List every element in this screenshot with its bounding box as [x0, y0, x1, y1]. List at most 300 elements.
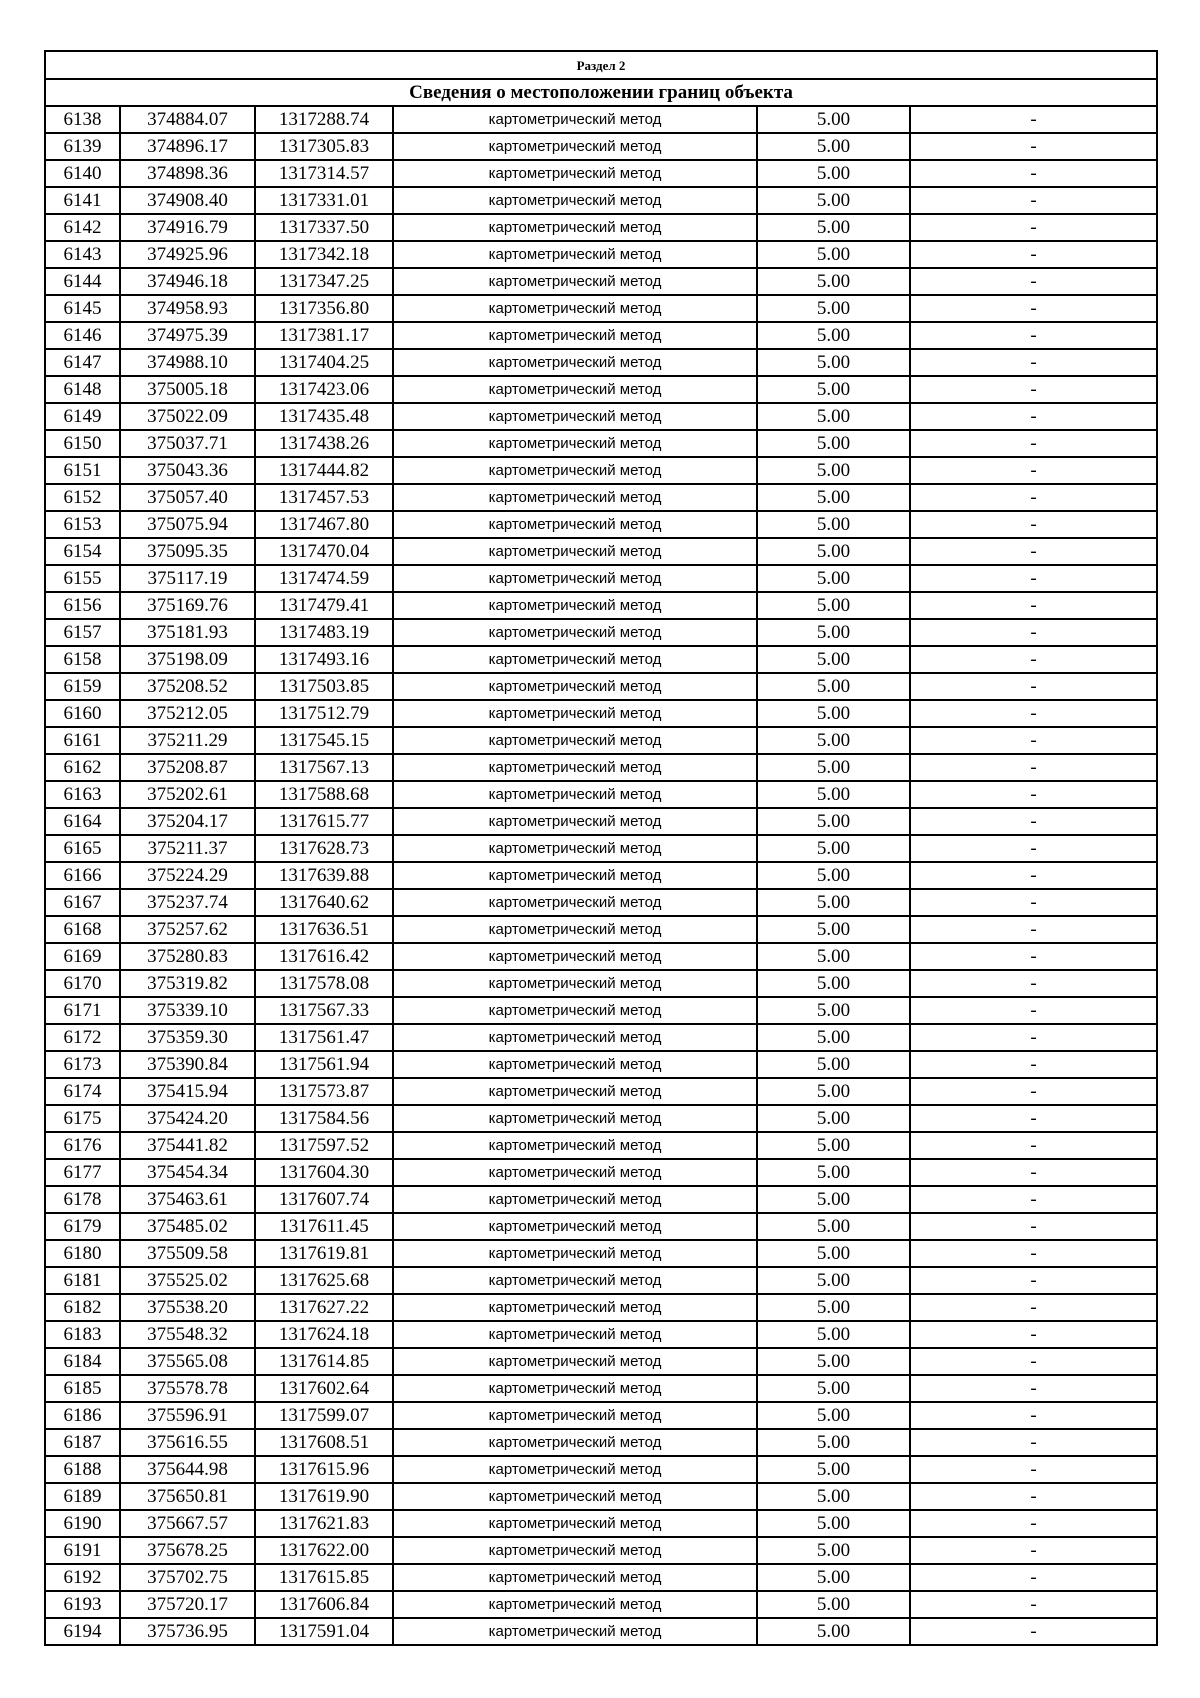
description-cell: -: [910, 1132, 1157, 1159]
y-coordinate-cell: 1317622.00: [255, 1537, 393, 1564]
y-coordinate-cell: 1317404.25: [255, 349, 393, 376]
x-coordinate-cell: 375463.61: [120, 1186, 255, 1213]
x-coordinate-cell: 375720.17: [120, 1591, 255, 1618]
description-cell: -: [910, 997, 1157, 1024]
x-coordinate-cell: 374988.10: [120, 349, 255, 376]
point-number-cell: 6144: [45, 268, 120, 295]
point-number-cell: 6138: [45, 106, 120, 133]
x-coordinate-cell: 374958.93: [120, 295, 255, 322]
point-number-cell: 6188: [45, 1456, 120, 1483]
accuracy-cell: 5.00: [757, 781, 910, 808]
method-cell: картометрический метод: [393, 268, 757, 295]
x-coordinate-cell: 375441.82: [120, 1132, 255, 1159]
description-cell: -: [910, 862, 1157, 889]
accuracy-cell: 5.00: [757, 1321, 910, 1348]
y-coordinate-cell: 1317619.81: [255, 1240, 393, 1267]
point-number-cell: 6173: [45, 1051, 120, 1078]
accuracy-cell: 5.00: [757, 565, 910, 592]
x-coordinate-cell: 375650.81: [120, 1483, 255, 1510]
description-cell: -: [910, 1591, 1157, 1618]
method-cell: картометрический метод: [393, 916, 757, 943]
point-number-cell: 6194: [45, 1618, 120, 1645]
point-number-cell: 6180: [45, 1240, 120, 1267]
description-cell: -: [910, 754, 1157, 781]
description-cell: -: [910, 1078, 1157, 1105]
description-cell: -: [910, 1564, 1157, 1591]
x-coordinate-cell: 375005.18: [120, 376, 255, 403]
method-cell: картометрический метод: [393, 241, 757, 268]
description-cell: -: [910, 214, 1157, 241]
table-row: [45, 1267, 1157, 1294]
table-row: [45, 619, 1157, 646]
method-cell: картометрический метод: [393, 1564, 757, 1591]
x-coordinate-cell: 375485.02: [120, 1213, 255, 1240]
section-label-row: [45, 51, 1157, 79]
x-coordinate-cell: 375022.09: [120, 403, 255, 430]
description-cell: -: [910, 1618, 1157, 1645]
table-row: [45, 295, 1157, 322]
description-cell: -: [910, 673, 1157, 700]
table-row: [45, 646, 1157, 673]
y-coordinate-cell: 1317616.42: [255, 943, 393, 970]
description-cell: -: [910, 322, 1157, 349]
description-cell: -: [910, 1456, 1157, 1483]
x-coordinate-cell: 375667.57: [120, 1510, 255, 1537]
accuracy-cell: 5.00: [757, 133, 910, 160]
point-number-cell: 6175: [45, 1105, 120, 1132]
x-coordinate-cell: 374898.36: [120, 160, 255, 187]
description-cell: -: [910, 1159, 1157, 1186]
description-cell: -: [910, 808, 1157, 835]
point-number-cell: 6169: [45, 943, 120, 970]
table-row: [45, 1240, 1157, 1267]
point-number-cell: 6192: [45, 1564, 120, 1591]
y-coordinate-cell: 1317567.33: [255, 997, 393, 1024]
description-cell: -: [910, 511, 1157, 538]
x-coordinate-cell: 375359.30: [120, 1024, 255, 1051]
y-coordinate-cell: 1317597.52: [255, 1132, 393, 1159]
point-number-cell: 6176: [45, 1132, 120, 1159]
point-number-cell: 6174: [45, 1078, 120, 1105]
accuracy-cell: 5.00: [757, 187, 910, 214]
method-cell: картометрический метод: [393, 700, 757, 727]
y-coordinate-cell: 1317423.06: [255, 376, 393, 403]
y-coordinate-cell: 1317381.17: [255, 322, 393, 349]
method-cell: картометрический метод: [393, 646, 757, 673]
table-row: [45, 187, 1157, 214]
y-coordinate-cell: 1317545.15: [255, 727, 393, 754]
x-coordinate-cell: 375224.29: [120, 862, 255, 889]
description-cell: -: [910, 1483, 1157, 1510]
point-number-cell: 6161: [45, 727, 120, 754]
method-cell: картометрический метод: [393, 970, 757, 997]
description-cell: -: [910, 619, 1157, 646]
accuracy-cell: 5.00: [757, 1159, 910, 1186]
table-row: [45, 403, 1157, 430]
accuracy-cell: 5.00: [757, 862, 910, 889]
accuracy-cell: 5.00: [757, 511, 910, 538]
method-cell: картометрический метод: [393, 619, 757, 646]
table-row: [45, 349, 1157, 376]
y-coordinate-cell: 1317588.68: [255, 781, 393, 808]
table-row: [45, 1402, 1157, 1429]
method-cell: картометрический метод: [393, 538, 757, 565]
description-cell: -: [910, 970, 1157, 997]
x-coordinate-cell: 375596.91: [120, 1402, 255, 1429]
accuracy-cell: 5.00: [757, 403, 910, 430]
method-cell: картометрический метод: [393, 1456, 757, 1483]
x-coordinate-cell: 375538.20: [120, 1294, 255, 1321]
accuracy-cell: 5.00: [757, 106, 910, 133]
description-cell: -: [910, 1186, 1157, 1213]
y-coordinate-cell: 1317625.68: [255, 1267, 393, 1294]
y-coordinate-cell: 1317627.22: [255, 1294, 393, 1321]
point-number-cell: 6167: [45, 889, 120, 916]
table-row: [45, 1348, 1157, 1375]
accuracy-cell: 5.00: [757, 1564, 910, 1591]
method-cell: картометрический метод: [393, 1159, 757, 1186]
table-row: [45, 781, 1157, 808]
description-cell: -: [910, 1510, 1157, 1537]
table-row: [45, 754, 1157, 781]
y-coordinate-cell: 1317347.25: [255, 268, 393, 295]
accuracy-cell: 5.00: [757, 727, 910, 754]
table-row: [45, 1024, 1157, 1051]
x-coordinate-cell: 375211.29: [120, 727, 255, 754]
point-number-cell: 6166: [45, 862, 120, 889]
accuracy-cell: 5.00: [757, 1078, 910, 1105]
x-coordinate-cell: 375280.83: [120, 943, 255, 970]
method-cell: картометрический метод: [393, 943, 757, 970]
point-number-cell: 6179: [45, 1213, 120, 1240]
method-cell: картометрический метод: [393, 349, 757, 376]
description-cell: -: [910, 241, 1157, 268]
description-cell: -: [910, 1294, 1157, 1321]
accuracy-cell: 5.00: [757, 1402, 910, 1429]
method-cell: картометрический метод: [393, 1618, 757, 1645]
accuracy-cell: 5.00: [757, 484, 910, 511]
accuracy-cell: 5.00: [757, 1024, 910, 1051]
description-cell: -: [910, 1321, 1157, 1348]
x-coordinate-cell: 375037.71: [120, 430, 255, 457]
accuracy-cell: 5.00: [757, 1105, 910, 1132]
table-row: [45, 430, 1157, 457]
method-cell: картометрический метод: [393, 1294, 757, 1321]
table-row: [45, 1483, 1157, 1510]
description-cell: -: [910, 403, 1157, 430]
description-cell: -: [910, 835, 1157, 862]
x-coordinate-cell: 375095.35: [120, 538, 255, 565]
y-coordinate-cell: 1317305.83: [255, 133, 393, 160]
method-cell: картометрический метод: [393, 781, 757, 808]
point-number-cell: 6152: [45, 484, 120, 511]
y-coordinate-cell: 1317636.51: [255, 916, 393, 943]
method-cell: картометрический метод: [393, 1402, 757, 1429]
description-cell: -: [910, 1024, 1157, 1051]
accuracy-cell: 5.00: [757, 1348, 910, 1375]
point-number-cell: 6154: [45, 538, 120, 565]
method-cell: картометрический метод: [393, 322, 757, 349]
accuracy-cell: 5.00: [757, 997, 910, 1024]
y-coordinate-cell: 1317615.77: [255, 808, 393, 835]
point-number-cell: 6190: [45, 1510, 120, 1537]
description-cell: -: [910, 565, 1157, 592]
accuracy-cell: 5.00: [757, 700, 910, 727]
description-cell: -: [910, 1402, 1157, 1429]
y-coordinate-cell: 1317578.08: [255, 970, 393, 997]
accuracy-cell: 5.00: [757, 889, 910, 916]
description-cell: -: [910, 1267, 1157, 1294]
x-coordinate-cell: 375043.36: [120, 457, 255, 484]
method-cell: картометрический метод: [393, 376, 757, 403]
x-coordinate-cell: 375339.10: [120, 997, 255, 1024]
accuracy-cell: 5.00: [757, 322, 910, 349]
table-row: [45, 1537, 1157, 1564]
y-coordinate-cell: 1317457.53: [255, 484, 393, 511]
point-number-cell: 6189: [45, 1483, 120, 1510]
method-cell: картометрический метод: [393, 889, 757, 916]
method-cell: картометрический метод: [393, 133, 757, 160]
method-cell: картометрический метод: [393, 1078, 757, 1105]
accuracy-cell: 5.00: [757, 592, 910, 619]
x-coordinate-cell: 375208.52: [120, 673, 255, 700]
description-cell: -: [910, 1375, 1157, 1402]
x-coordinate-cell: 375548.32: [120, 1321, 255, 1348]
table-row: [45, 727, 1157, 754]
x-coordinate-cell: 374896.17: [120, 133, 255, 160]
accuracy-cell: 5.00: [757, 808, 910, 835]
table-row: [45, 592, 1157, 619]
x-coordinate-cell: 374925.96: [120, 241, 255, 268]
table-row: [45, 106, 1157, 133]
description-cell: -: [910, 592, 1157, 619]
x-coordinate-cell: 375208.87: [120, 754, 255, 781]
y-coordinate-cell: 1317438.26: [255, 430, 393, 457]
y-coordinate-cell: 1317561.94: [255, 1051, 393, 1078]
point-number-cell: 6156: [45, 592, 120, 619]
y-coordinate-cell: 1317614.85: [255, 1348, 393, 1375]
section-label: Раздел 2: [45, 51, 1157, 79]
boundary-coordinates-table: [44, 50, 1158, 1646]
method-cell: картометрический метод: [393, 727, 757, 754]
x-coordinate-cell: 375678.25: [120, 1537, 255, 1564]
y-coordinate-cell: 1317640.62: [255, 889, 393, 916]
description-cell: -: [910, 295, 1157, 322]
table-row: [45, 862, 1157, 889]
method-cell: картометрический метод: [393, 187, 757, 214]
point-number-cell: 6168: [45, 916, 120, 943]
table-row: [45, 511, 1157, 538]
point-number-cell: 6141: [45, 187, 120, 214]
table-row: [45, 1456, 1157, 1483]
method-cell: картометрический метод: [393, 1348, 757, 1375]
accuracy-cell: 5.00: [757, 1213, 910, 1240]
table-row: [45, 484, 1157, 511]
point-number-cell: 6177: [45, 1159, 120, 1186]
accuracy-cell: 5.00: [757, 214, 910, 241]
point-number-cell: 6185: [45, 1375, 120, 1402]
table-row: [45, 916, 1157, 943]
point-number-cell: 6145: [45, 295, 120, 322]
method-cell: картометрический метод: [393, 1213, 757, 1240]
point-number-cell: 6157: [45, 619, 120, 646]
accuracy-cell: 5.00: [757, 268, 910, 295]
point-number-cell: 6170: [45, 970, 120, 997]
accuracy-cell: 5.00: [757, 160, 910, 187]
method-cell: картометрический метод: [393, 1510, 757, 1537]
method-cell: картометрический метод: [393, 1321, 757, 1348]
table-row: [45, 214, 1157, 241]
x-coordinate-cell: 375424.20: [120, 1105, 255, 1132]
method-cell: картометрический метод: [393, 592, 757, 619]
y-coordinate-cell: 1317331.01: [255, 187, 393, 214]
method-cell: картометрический метод: [393, 1483, 757, 1510]
accuracy-cell: 5.00: [757, 1294, 910, 1321]
accuracy-cell: 5.00: [757, 943, 910, 970]
method-cell: картометрический метод: [393, 106, 757, 133]
table-row: [45, 538, 1157, 565]
point-number-cell: 6187: [45, 1429, 120, 1456]
accuracy-cell: 5.00: [757, 1456, 910, 1483]
y-coordinate-cell: 1317314.57: [255, 160, 393, 187]
description-cell: -: [910, 268, 1157, 295]
accuracy-cell: 5.00: [757, 1429, 910, 1456]
y-coordinate-cell: 1317493.16: [255, 646, 393, 673]
x-coordinate-cell: 375644.98: [120, 1456, 255, 1483]
table-row: [45, 808, 1157, 835]
x-coordinate-cell: 375415.94: [120, 1078, 255, 1105]
method-cell: картометрический метод: [393, 1267, 757, 1294]
table-row: [45, 1618, 1157, 1645]
description-cell: -: [910, 133, 1157, 160]
method-cell: картометрический метод: [393, 754, 757, 781]
description-cell: -: [910, 538, 1157, 565]
point-number-cell: 6147: [45, 349, 120, 376]
point-number-cell: 6158: [45, 646, 120, 673]
x-coordinate-cell: 375565.08: [120, 1348, 255, 1375]
accuracy-cell: 5.00: [757, 430, 910, 457]
method-cell: картометрический метод: [393, 1024, 757, 1051]
point-number-cell: 6181: [45, 1267, 120, 1294]
x-coordinate-cell: 374946.18: [120, 268, 255, 295]
y-coordinate-cell: 1317607.74: [255, 1186, 393, 1213]
table-row: [45, 1321, 1157, 1348]
accuracy-cell: 5.00: [757, 1618, 910, 1645]
point-number-cell: 6164: [45, 808, 120, 835]
x-coordinate-cell: 375454.34: [120, 1159, 255, 1186]
point-number-cell: 6162: [45, 754, 120, 781]
table-row: [45, 943, 1157, 970]
point-number-cell: 6148: [45, 376, 120, 403]
y-coordinate-cell: 1317467.80: [255, 511, 393, 538]
point-number-cell: 6151: [45, 457, 120, 484]
description-cell: -: [910, 349, 1157, 376]
accuracy-cell: 5.00: [757, 1267, 910, 1294]
accuracy-cell: 5.00: [757, 835, 910, 862]
y-coordinate-cell: 1317474.59: [255, 565, 393, 592]
point-number-cell: 6186: [45, 1402, 120, 1429]
x-coordinate-cell: 375117.19: [120, 565, 255, 592]
description-cell: -: [910, 160, 1157, 187]
description-cell: -: [910, 727, 1157, 754]
method-cell: картометрический метод: [393, 673, 757, 700]
description-cell: -: [910, 781, 1157, 808]
y-coordinate-cell: 1317435.48: [255, 403, 393, 430]
y-coordinate-cell: 1317470.04: [255, 538, 393, 565]
method-cell: картометрический метод: [393, 214, 757, 241]
accuracy-cell: 5.00: [757, 619, 910, 646]
table-row: [45, 268, 1157, 295]
table-row: [45, 1078, 1157, 1105]
description-cell: -: [910, 700, 1157, 727]
point-number-cell: 6142: [45, 214, 120, 241]
x-coordinate-cell: 375198.09: [120, 646, 255, 673]
description-cell: -: [910, 1348, 1157, 1375]
point-number-cell: 6184: [45, 1348, 120, 1375]
method-cell: картометрический метод: [393, 160, 757, 187]
description-cell: -: [910, 1051, 1157, 1078]
method-cell: картометрический метод: [393, 1591, 757, 1618]
point-number-cell: 6149: [45, 403, 120, 430]
point-number-cell: 6139: [45, 133, 120, 160]
y-coordinate-cell: 1317567.13: [255, 754, 393, 781]
description-cell: -: [910, 889, 1157, 916]
description-cell: -: [910, 106, 1157, 133]
y-coordinate-cell: 1317604.30: [255, 1159, 393, 1186]
y-coordinate-cell: 1317356.80: [255, 295, 393, 322]
y-coordinate-cell: 1317483.19: [255, 619, 393, 646]
y-coordinate-cell: 1317561.47: [255, 1024, 393, 1051]
method-cell: картометрический метод: [393, 295, 757, 322]
table-row: [45, 1051, 1157, 1078]
point-number-cell: 6140: [45, 160, 120, 187]
description-cell: -: [910, 187, 1157, 214]
x-coordinate-cell: 375257.62: [120, 916, 255, 943]
table-row: [45, 1375, 1157, 1402]
x-coordinate-cell: 374908.40: [120, 187, 255, 214]
y-coordinate-cell: 1317503.85: [255, 673, 393, 700]
table-row: [45, 1186, 1157, 1213]
y-coordinate-cell: 1317615.85: [255, 1564, 393, 1591]
y-coordinate-cell: 1317619.90: [255, 1483, 393, 1510]
point-number-cell: 6150: [45, 430, 120, 457]
point-number-cell: 6165: [45, 835, 120, 862]
table-row: [45, 1510, 1157, 1537]
method-cell: картометрический метод: [393, 1105, 757, 1132]
x-coordinate-cell: 375211.37: [120, 835, 255, 862]
x-coordinate-cell: 375075.94: [120, 511, 255, 538]
method-cell: картометрический метод: [393, 1186, 757, 1213]
table-row: [45, 970, 1157, 997]
table-row: [45, 1294, 1157, 1321]
method-cell: картометрический метод: [393, 808, 757, 835]
accuracy-cell: 5.00: [757, 1132, 910, 1159]
description-cell: -: [910, 1537, 1157, 1564]
x-coordinate-cell: 375702.75: [120, 1564, 255, 1591]
method-cell: картометрический метод: [393, 1537, 757, 1564]
point-number-cell: 6182: [45, 1294, 120, 1321]
table-row: [45, 160, 1157, 187]
x-coordinate-cell: 375169.76: [120, 592, 255, 619]
y-coordinate-cell: 1317599.07: [255, 1402, 393, 1429]
table-row: [45, 133, 1157, 160]
table-row: [45, 1213, 1157, 1240]
method-cell: картометрический метод: [393, 997, 757, 1024]
y-coordinate-cell: 1317628.73: [255, 835, 393, 862]
table-row: [45, 565, 1157, 592]
table-row: [45, 1159, 1157, 1186]
table-row: [45, 1591, 1157, 1618]
